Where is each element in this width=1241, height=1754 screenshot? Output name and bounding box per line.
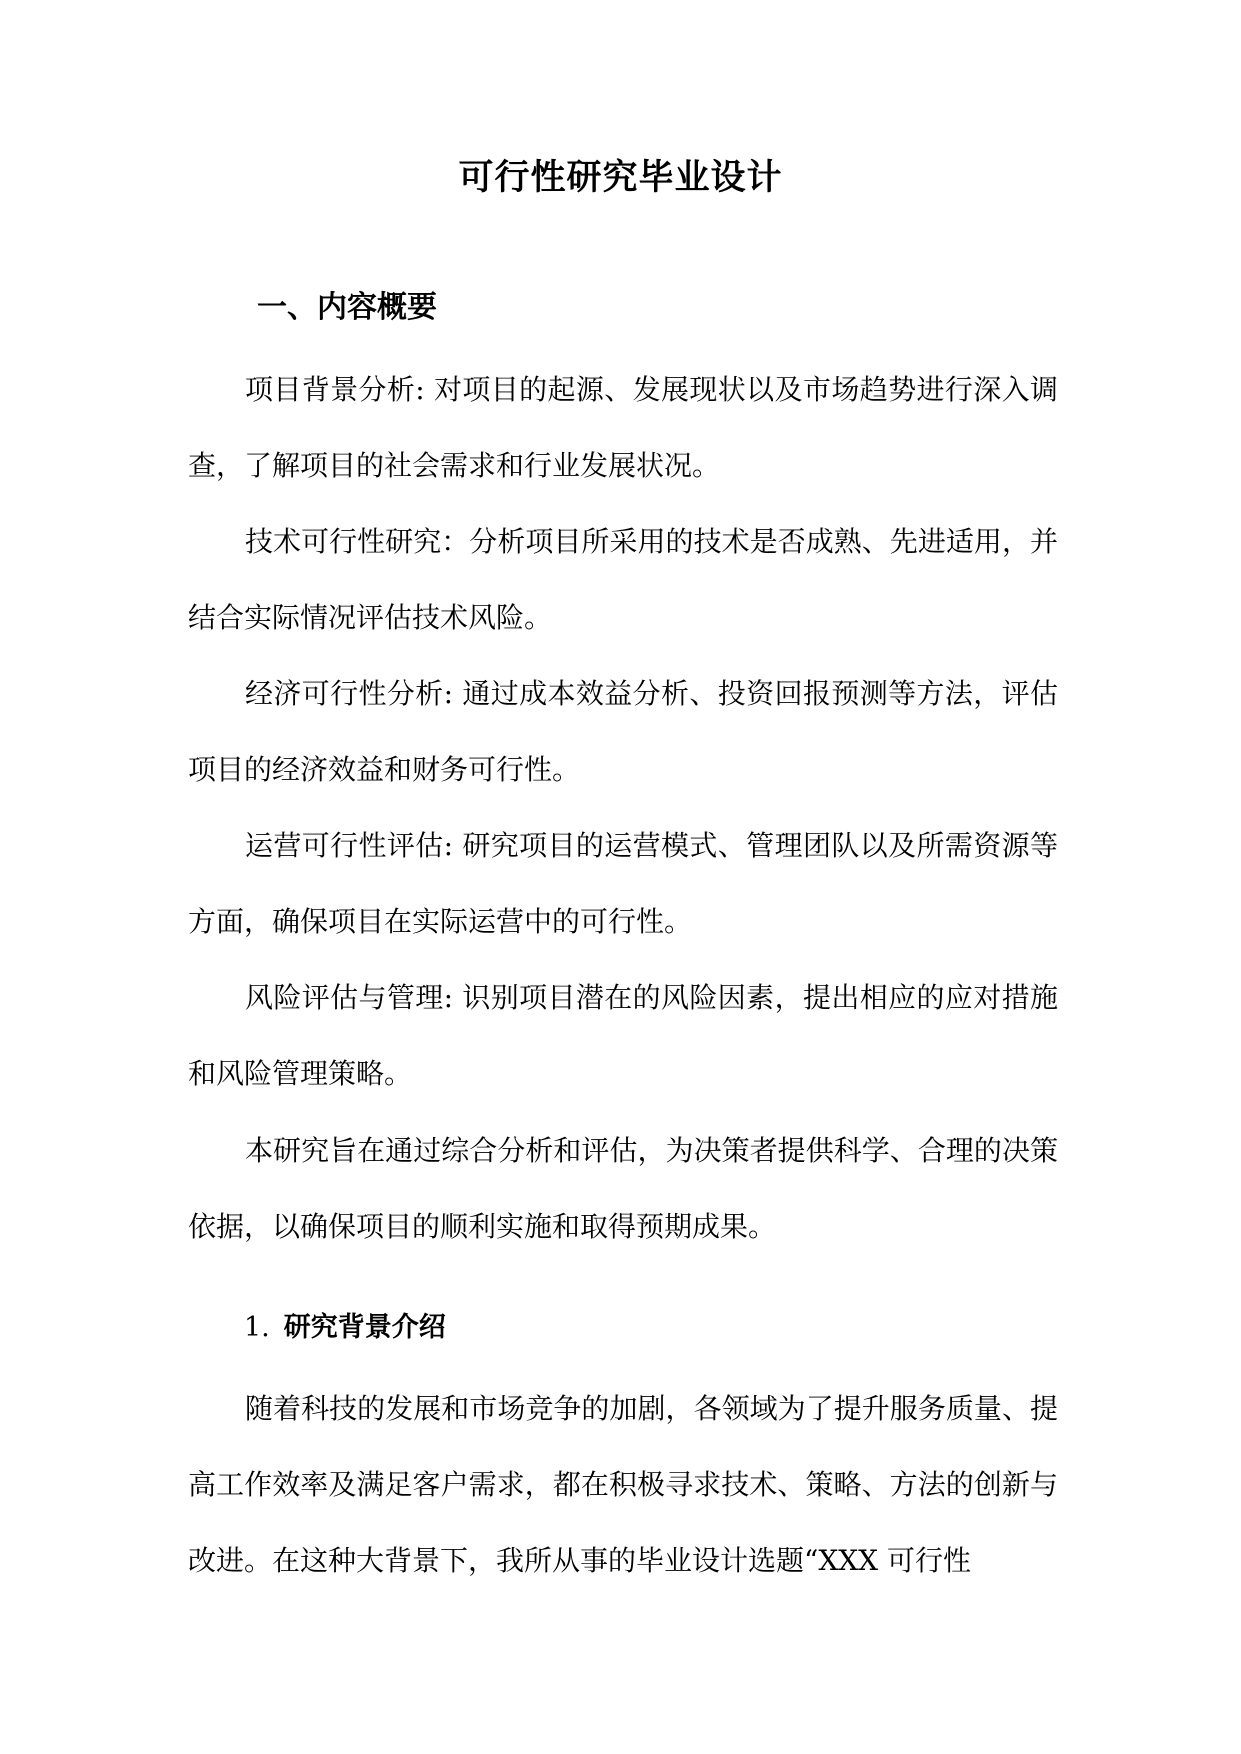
paragraph-background-analysis: 项目背景分析: 对项目的起源、发展现状以及市场趋势进行深入调查，了解项目的社会需求和行业发展状况。 [188, 373, 1058, 482]
paragraph-research-background: 随着科技的发展和市场竞争的加剧，各领域为了提升服务质量、提高工作效率及满足客户需求，都在积极寻求技术、策略、方法的创新与改进。在这种大背景下，我所从事的毕业设计选题“XXX 可行性 [188, 1392, 1058, 1577]
paragraph-economic-feasibility: 经济可行性分析: 通过成本效益分析、投资回报预测等方法，评估项目的经济效益和财务可行性。 [188, 677, 1058, 786]
subsection-title: 研究背景介绍 [283, 1312, 446, 1343]
page-title: 可行性研究毕业设计 [458, 158, 783, 198]
paragraph-operational-feasibility: 运营可行性评估: 研究项目的运营模式、管理团队以及所需资源等方面，确保项目在实际运营中的可行性。 [188, 829, 1058, 938]
paragraph-research-purpose: 本研究旨在通过综合分析和评估，为决策者提供科学、合理的决策依据，以确保项目的顺利实施和取得预期成果。 [188, 1134, 1058, 1243]
section-heading-overview: 一、内容概要 [257, 290, 437, 325]
subsection-number: 1. [244, 1312, 270, 1343]
paragraph-technical-feasibility: 技术可行性研究：分析项目所采用的技术是否成熟、先进适用，并结合实际情况评估技术风险。 [188, 525, 1058, 634]
subsection-heading-background [244, 1305, 446, 1344]
paragraph-risk-assessment: 风险评估与管理: 识别项目潜在的风险因素，提出相应的应对措施和风险管理策略。 [188, 981, 1058, 1090]
